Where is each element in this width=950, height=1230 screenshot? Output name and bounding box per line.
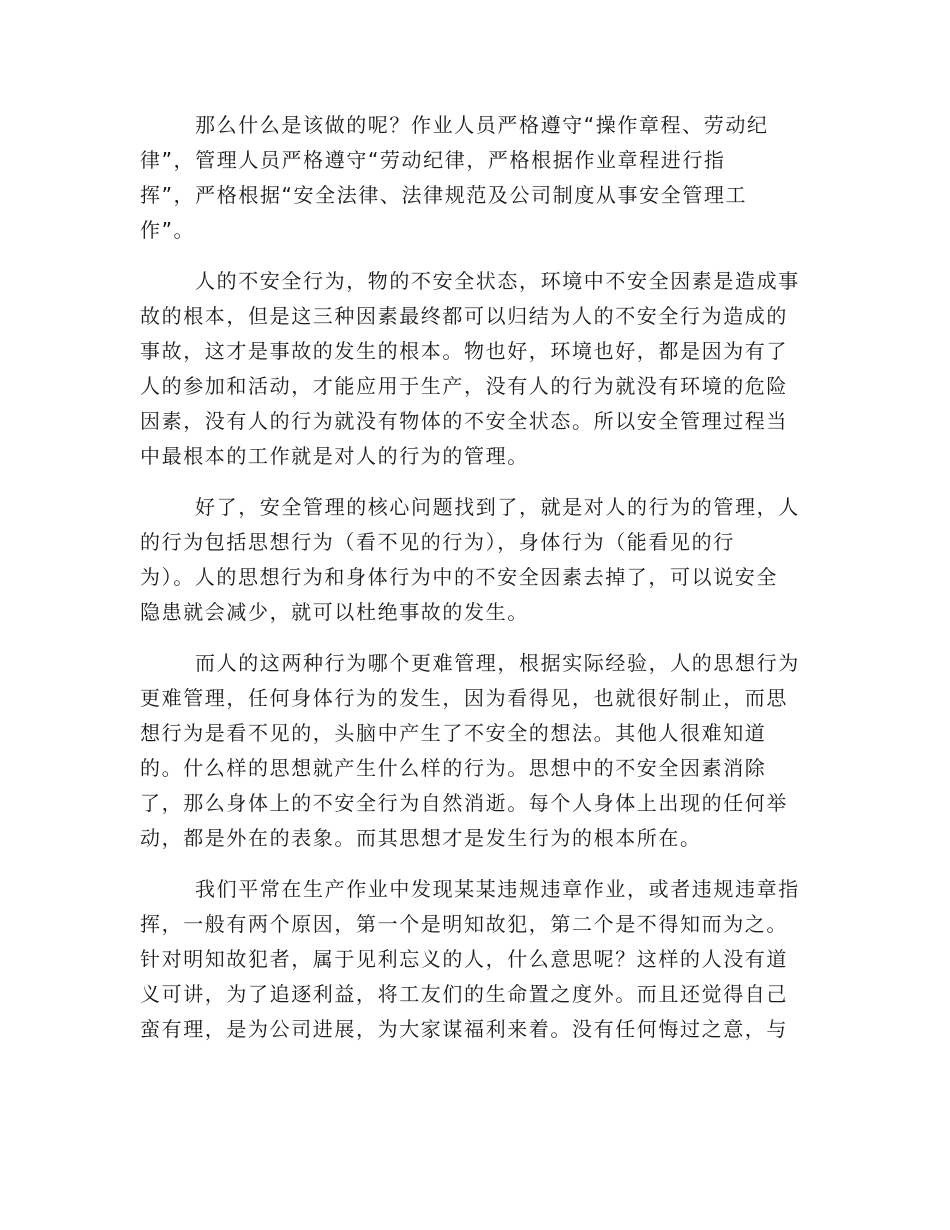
text-line: 人的不安全行为，物的不安全状态，环境中不安全因素是造成事 — [195, 269, 800, 293]
text-line: 作”。 — [140, 218, 196, 242]
text-line: 故的根本，但是这三种因素最终都可以归结为人的不安全行为造成的 — [140, 304, 788, 328]
text-line: 挥，一般有两个原因，第一个是明知故犯，第二个是不得知而为之。 — [140, 912, 788, 936]
paragraph-1 — [140, 108, 812, 248]
text-line: 人的参加和活动，才能应用于生产，没有人的行为就没有环境的危险 — [140, 374, 788, 398]
text-line: 了，那么身体上的不安全行为自然消逝。每个人身体上出现的任何举 — [140, 791, 788, 815]
text-line: 蛮有理，是为公司进展，为大家谋福利来着。没有任何悔过之意，与 — [140, 1017, 788, 1041]
text-line: 律”，管理人员严格遵守“劳动纪律，严格根据作业章程进行指 — [140, 148, 726, 172]
paragraph-2 — [140, 264, 812, 474]
text-line: 我们平常在生产作业中发现某某违规违章作业，或者违规违章指 — [195, 877, 800, 901]
text-line: 那么什么是该做的呢？作业人员严格遵守“操作章程、劳动纪 — [195, 113, 769, 137]
text-line: 更难管理，任何身体行为的发生，因为看得见，也就很好制止，而思 — [140, 686, 788, 710]
text-line: 好了，安全管理的核心问题找到了，就是对人的行为的管理，人 — [195, 495, 800, 519]
text-line: 义可讲，为了追逐利益，将工友们的生命置之度外。而且还觉得自己 — [140, 982, 788, 1006]
text-line: 隐患就会减少，就可以杜绝事故的发生。 — [140, 600, 529, 624]
text-line: 动，都是外在的表象。而其思想才是发生行为的根本所在。 — [140, 826, 702, 850]
paragraph-5 — [140, 872, 812, 1047]
text-line: 的。什么样的思想就产生什么样的行为。思想中的不安全因素消除 — [140, 756, 767, 780]
text-line: 而人的这两种行为哪个更难管理，根据实际经验，人的思想行为 — [195, 651, 800, 675]
text-line: 针对明知故犯者，属于见利忘义的人，什么意思呢？这样的人没有道 — [140, 947, 788, 971]
text-line: 想行为是看不见的，头脑中产生了不安全的想法。其他人很难知道 — [140, 721, 767, 745]
text-line: 的行为包括思想行为（看不见的行为），身体行为（能看见的行 — [140, 530, 735, 554]
text-line: 因素，没有人的行为就没有物体的不安全状态。所以安全管理过程当 — [140, 409, 788, 433]
text-line: 中最根本的工作就是对人的行为的管理。 — [140, 444, 529, 468]
paragraph-4 — [140, 646, 812, 856]
document-body — [140, 108, 812, 1063]
paragraph-3 — [140, 490, 812, 630]
text-line: 事故，这才是事故的发生的根本。物也好，环境也好，都是因为有了 — [140, 339, 788, 363]
text-line: 为）。人的思想行为和身体行为中的不安全因素去掉了，可以说安全 — [140, 565, 778, 589]
text-line: 挥”，严格根据“安全法律、法律规范及公司制度从事安全管理工 — [140, 183, 748, 207]
